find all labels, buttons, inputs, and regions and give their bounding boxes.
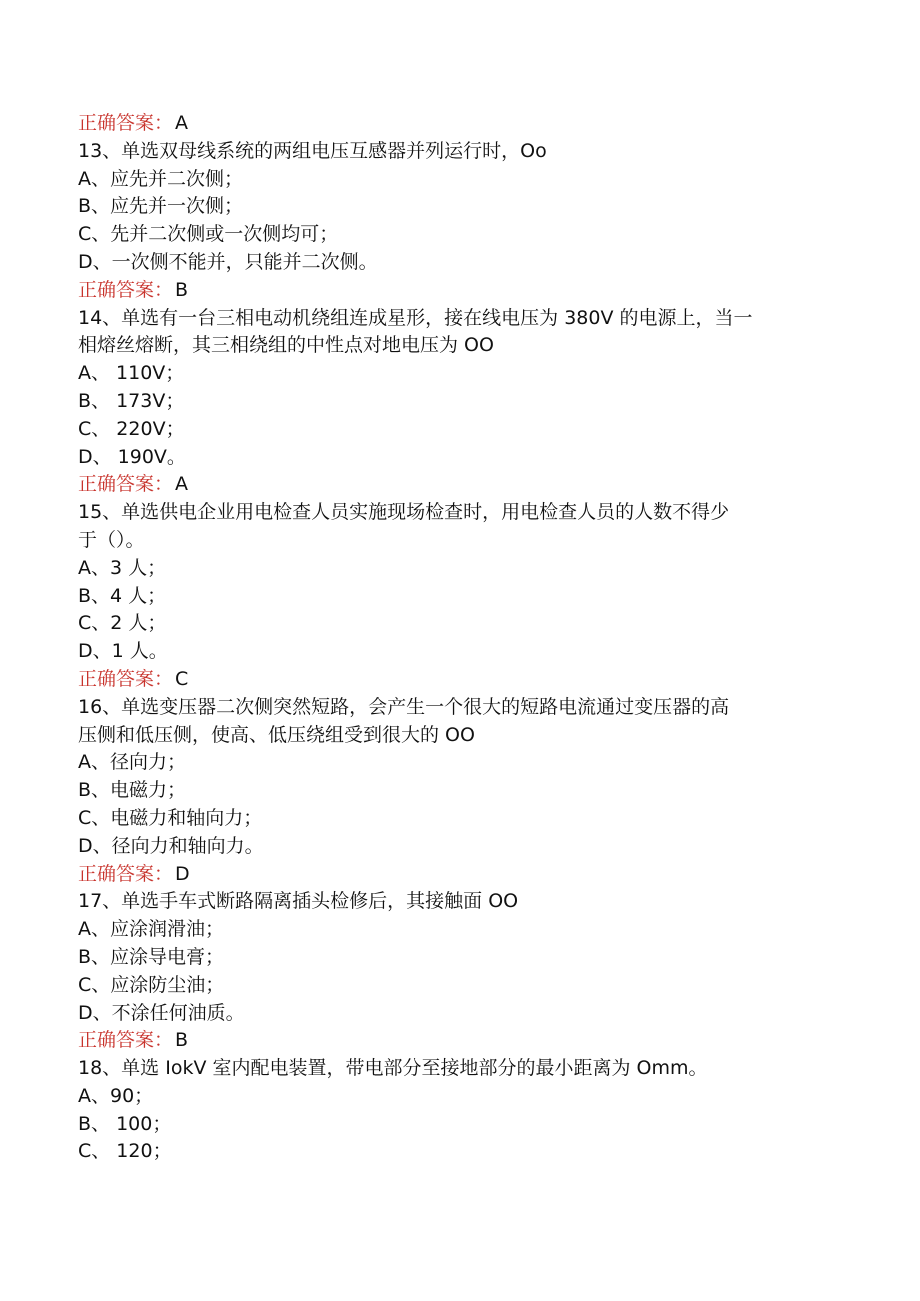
option-d: D、不涂任何油质。	[78, 1001, 245, 1024]
question-text-continued: 于（）。	[78, 528, 145, 551]
question-text: 16、单选变压器二次侧突然短路，会产生一个很大的短路电流通过变压器的高	[78, 695, 730, 718]
answer-line	[78, 666, 838, 694]
question-block	[78, 499, 838, 694]
answer-value: D	[175, 862, 190, 885]
question-text: 14、单选有一台三相电动机绕组连成星形，接在线电压为 380V 的电源上，当一	[78, 306, 753, 329]
option-d: D、1 人。	[78, 640, 168, 663]
option-b: B、电磁力；	[78, 779, 187, 802]
question-block	[78, 1055, 838, 1166]
answer-label: 正确答案：	[78, 112, 174, 134]
question-text: 17、单选手车式断路隔离插头检修后，其接触面 OO	[78, 890, 519, 913]
option-c: C、先并二次侧或一次侧均可；	[78, 223, 339, 246]
option-c: C、电磁力和轴向力；	[78, 806, 263, 829]
option-d: D、 190V。	[78, 445, 186, 468]
option-a: A、90；	[78, 1084, 154, 1107]
answer-line	[78, 861, 838, 889]
answer-label: 正确答案：	[78, 473, 174, 496]
question-block	[78, 888, 838, 1055]
question-text: 15、单选供电企业用电检查人员实施现场检查时，用电检查人员的人数不得少	[78, 501, 730, 524]
option-a: A、3 人；	[78, 556, 167, 579]
option-a: A、应涂润滑油；	[78, 918, 224, 941]
answer-line	[78, 277, 838, 305]
option-c: C、 120；	[78, 1140, 172, 1163]
option-b: B、 173V；	[78, 389, 185, 412]
option-b: B、应涂导电膏；	[78, 945, 225, 968]
option-b: B、4 人；	[78, 584, 167, 607]
answer-label: 正确答案：	[78, 278, 174, 301]
answer-value: C	[175, 667, 189, 690]
option-c: C、2 人；	[78, 612, 167, 635]
option-d: D、一次侧不能并，只能并二次侧。	[78, 250, 378, 273]
answer-label: 正确答案：	[78, 1029, 174, 1052]
question-text: 18、单选 IokV 室内配电装置，带电部分至接地部分的最小距离为 Omm。	[78, 1057, 708, 1080]
answer-value: A	[175, 473, 189, 496]
answer-value: B	[175, 278, 189, 301]
option-a: A、应先并二次侧；	[78, 167, 243, 190]
option-a: A、径向力；	[78, 751, 186, 774]
answer-label: 正确答案：	[78, 862, 174, 885]
answer-value: A	[175, 112, 189, 134]
answer-line	[78, 471, 838, 499]
answer-line	[78, 1027, 838, 1055]
option-b: B、应先并一次侧；	[78, 195, 244, 218]
option-d: D、径向力和轴向力。	[78, 834, 264, 857]
document-page	[78, 110, 838, 1166]
option-c: C、 220V；	[78, 417, 185, 440]
answer-line	[78, 110, 838, 138]
answer-label: 正确答案：	[78, 667, 174, 690]
option-a: A、 110V；	[78, 362, 185, 385]
option-c: C、应涂防尘油；	[78, 973, 225, 996]
question-block	[78, 694, 838, 889]
question-text: 13、单选双母线系统的两组电压互感器并列运行时，Oo	[78, 139, 547, 162]
question-text-continued: 压侧和低压侧，使高、低压绕组受到很大的 OO	[78, 723, 475, 746]
question-text-continued: 相熔丝熔断，其三相绕组的中性点对地电压为 OO	[78, 334, 494, 357]
question-block	[78, 138, 838, 305]
answer-value: B	[175, 1029, 189, 1052]
option-b: B、 100；	[78, 1112, 172, 1135]
question-block	[78, 305, 838, 500]
